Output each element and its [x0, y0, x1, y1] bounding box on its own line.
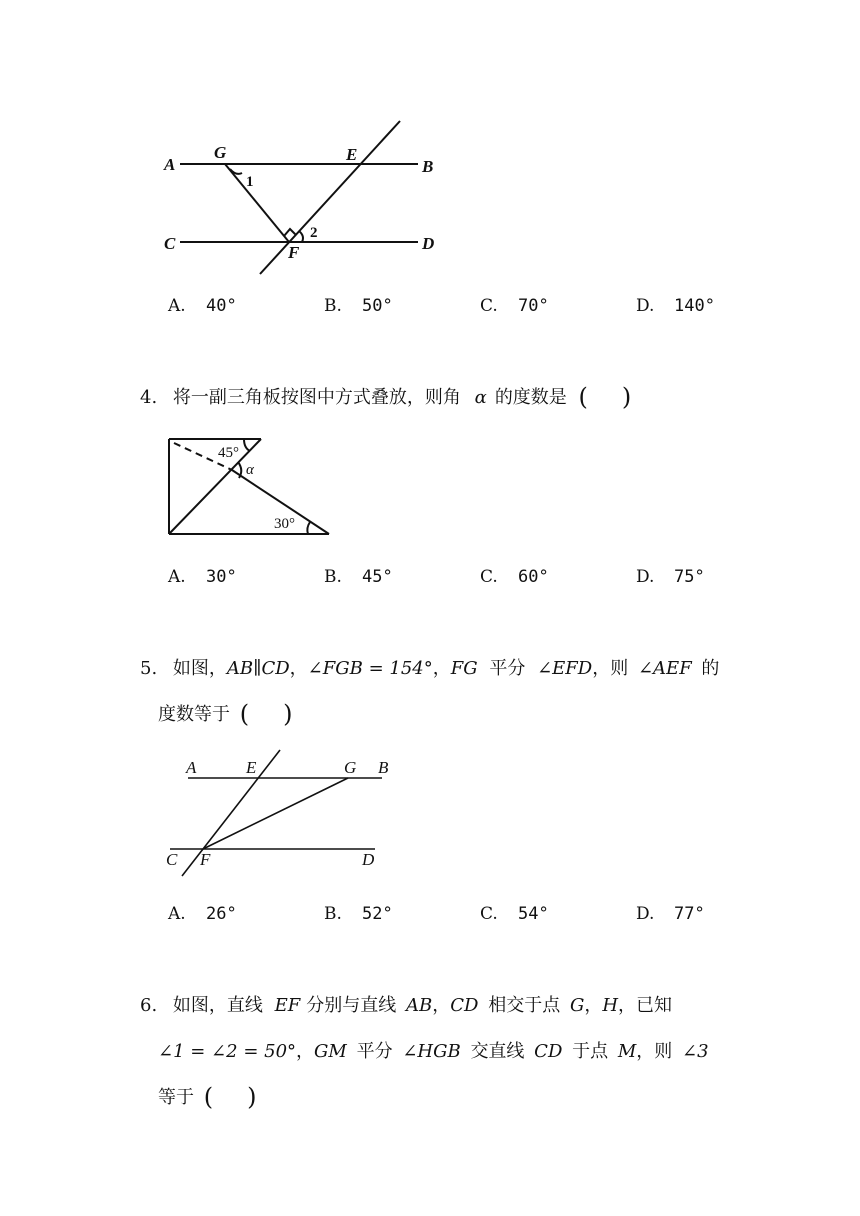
label-b: B	[378, 758, 389, 777]
label-g: G	[344, 758, 357, 777]
label-1: 1	[246, 174, 254, 190]
angle-45-arc	[244, 439, 250, 451]
q5-number: 5.	[140, 658, 158, 679]
q4-option-c[interactable]: C. 60°	[480, 567, 549, 587]
q6-stem-line3: 等于 ( )	[158, 1083, 257, 1111]
q5-stem-line1: 5. 如图，AB∥CD，∠FGB = 154°，FG 平分 ∠EFD，则 ∠AEF 的	[140, 658, 720, 679]
q3-option-d[interactable]: D. 140°	[636, 296, 715, 316]
triangle45-hypotenuse	[169, 439, 261, 534]
q3-diagram	[160, 118, 450, 278]
q4-option-d[interactable]: D. 75°	[636, 567, 705, 587]
label-a: A	[164, 155, 176, 174]
q4-alpha: α	[474, 387, 487, 408]
q5-diagram	[160, 745, 400, 880]
q3-option-b[interactable]: B. 50°	[324, 296, 393, 316]
label-f: F	[288, 243, 300, 262]
label-f: F	[200, 850, 211, 869]
q3-figure	[160, 118, 450, 278]
q3-options	[168, 296, 768, 320]
q4-options	[168, 567, 768, 591]
angle-2-arc	[299, 231, 303, 242]
q4-option-b[interactable]: B. 45°	[324, 567, 393, 587]
line-fg	[203, 778, 348, 849]
q5-stem-line2: 度数等于 ( )	[158, 700, 293, 728]
label-a: A	[186, 758, 197, 777]
label-30: 30°	[274, 516, 295, 532]
q4-diagram	[160, 430, 340, 540]
q6-stem-line2: ∠1 = ∠2 = 50°，GM 平分 ∠HGB 交直线 CD 于点 M，则 ∠3	[158, 1041, 709, 1062]
right-angle-mark	[284, 229, 296, 236]
line-ef	[260, 121, 400, 274]
label-2: 2	[310, 225, 318, 241]
line-ef	[182, 750, 280, 876]
q4-figure	[160, 430, 340, 540]
label-d: D	[422, 234, 435, 253]
label-45: 45°	[218, 445, 239, 461]
angle-30-arc	[307, 522, 310, 534]
q5-option-d[interactable]: D. 77°	[636, 904, 705, 924]
label-g: G	[214, 143, 227, 162]
angle-alpha-arc	[238, 462, 241, 478]
q3-option-a[interactable]: A. 40°	[168, 296, 237, 316]
q6-number: 6.	[140, 995, 158, 1016]
label-b: B	[422, 157, 434, 176]
q4-option-a[interactable]: A. 30°	[168, 567, 237, 587]
q3-option-c[interactable]: C. 70°	[480, 296, 549, 316]
q6-stem-line1: 6. 如图，直线 EF 分别与直线 AB，CD 相交于点 G，H，已知	[140, 995, 673, 1016]
q4-number: 4.	[140, 387, 158, 408]
line-gf	[225, 164, 289, 242]
q4-stem: 4. 将一副三角板按图中方式叠放，则角 α 的度数是 ( )	[140, 383, 632, 411]
label-e: E	[346, 145, 358, 164]
q5-option-c[interactable]: C. 54°	[480, 904, 549, 924]
q5-figure	[160, 745, 400, 880]
label-c: C	[164, 234, 176, 253]
label-e: E	[246, 758, 257, 777]
label-d: D	[362, 850, 375, 869]
q5-options	[168, 904, 768, 928]
label-c: C	[166, 850, 178, 869]
q5-option-a[interactable]: A. 26°	[168, 904, 237, 924]
q5-option-b[interactable]: B. 52°	[324, 904, 393, 924]
label-alpha: α	[246, 462, 254, 478]
